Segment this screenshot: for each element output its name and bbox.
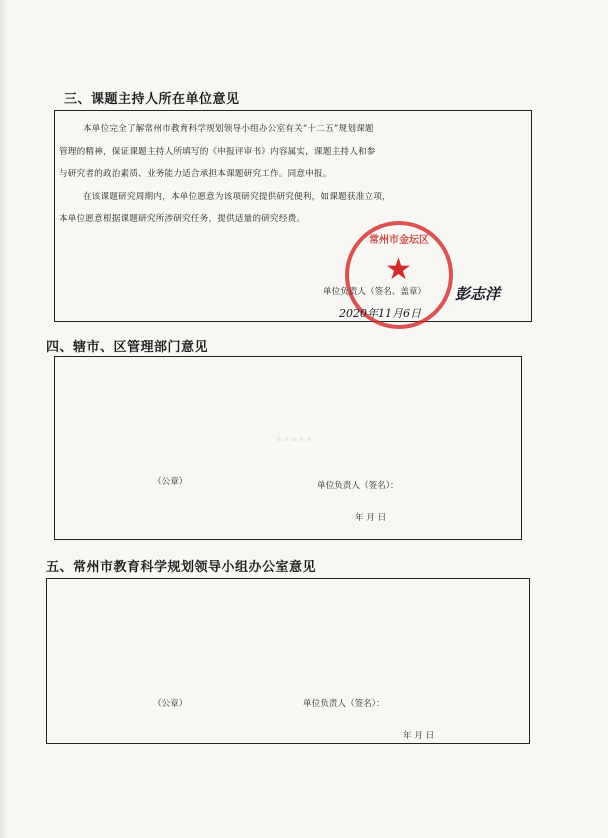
section3-para1-line2: 管理的精神，保证课题主持人所填写的《申报评审书》内容属实，课题主持人和参 (59, 147, 376, 157)
section4-heading: 四、辖市、区管理部门意见 (46, 340, 209, 355)
scan-shadow (0, 0, 8, 838)
section3-para2-line2: 本单位愿意根据课题研究所涉研究任务，提供适量的研究经费。 (59, 214, 306, 224)
section5-stamp-label: （公章） (153, 699, 188, 709)
handwritten-signature: 彭志洋 (455, 285, 501, 303)
seal-text: 常州市金坛区 (369, 235, 429, 246)
section3-heading: 三、课题主持人所在单位意见 (64, 92, 240, 107)
section3-signature-label: 单位负责人（签名、盖章） (323, 287, 427, 297)
section4-box (54, 356, 522, 540)
section4-signature-label: 单位负责人（签名）： (317, 481, 399, 491)
section5-box (46, 578, 530, 744)
section5-date-label: 年 月 日 (403, 731, 435, 741)
handwritten-date: 2020年11月6日 (339, 307, 421, 320)
bleed-through-text: ····· (275, 427, 313, 451)
section3-box (54, 110, 532, 322)
section3-para1-line3: 与研究者的政治素质、业务能力适合承担本课题研究工作。同意申报。 (59, 169, 332, 179)
section3-para2-line1: 在该课题研究周期内，本单位愿意为该项研究提供研究便利，如课题获准立项， (83, 192, 391, 202)
seal-star-icon: ★ (385, 252, 412, 287)
section3-para1-line1: 本单位完全了解常州市教育科学规划领导小组办公室有关“十二五”规划课题 (83, 124, 374, 134)
section5-heading: 五、常州市教育科学规划领导小组办公室意见 (46, 560, 317, 575)
section5-signature-label: 单位负责人（签名）： (303, 699, 385, 709)
section4-date-label: 年 月 日 (355, 513, 387, 523)
section4-stamp-label: （公章） (153, 477, 188, 487)
